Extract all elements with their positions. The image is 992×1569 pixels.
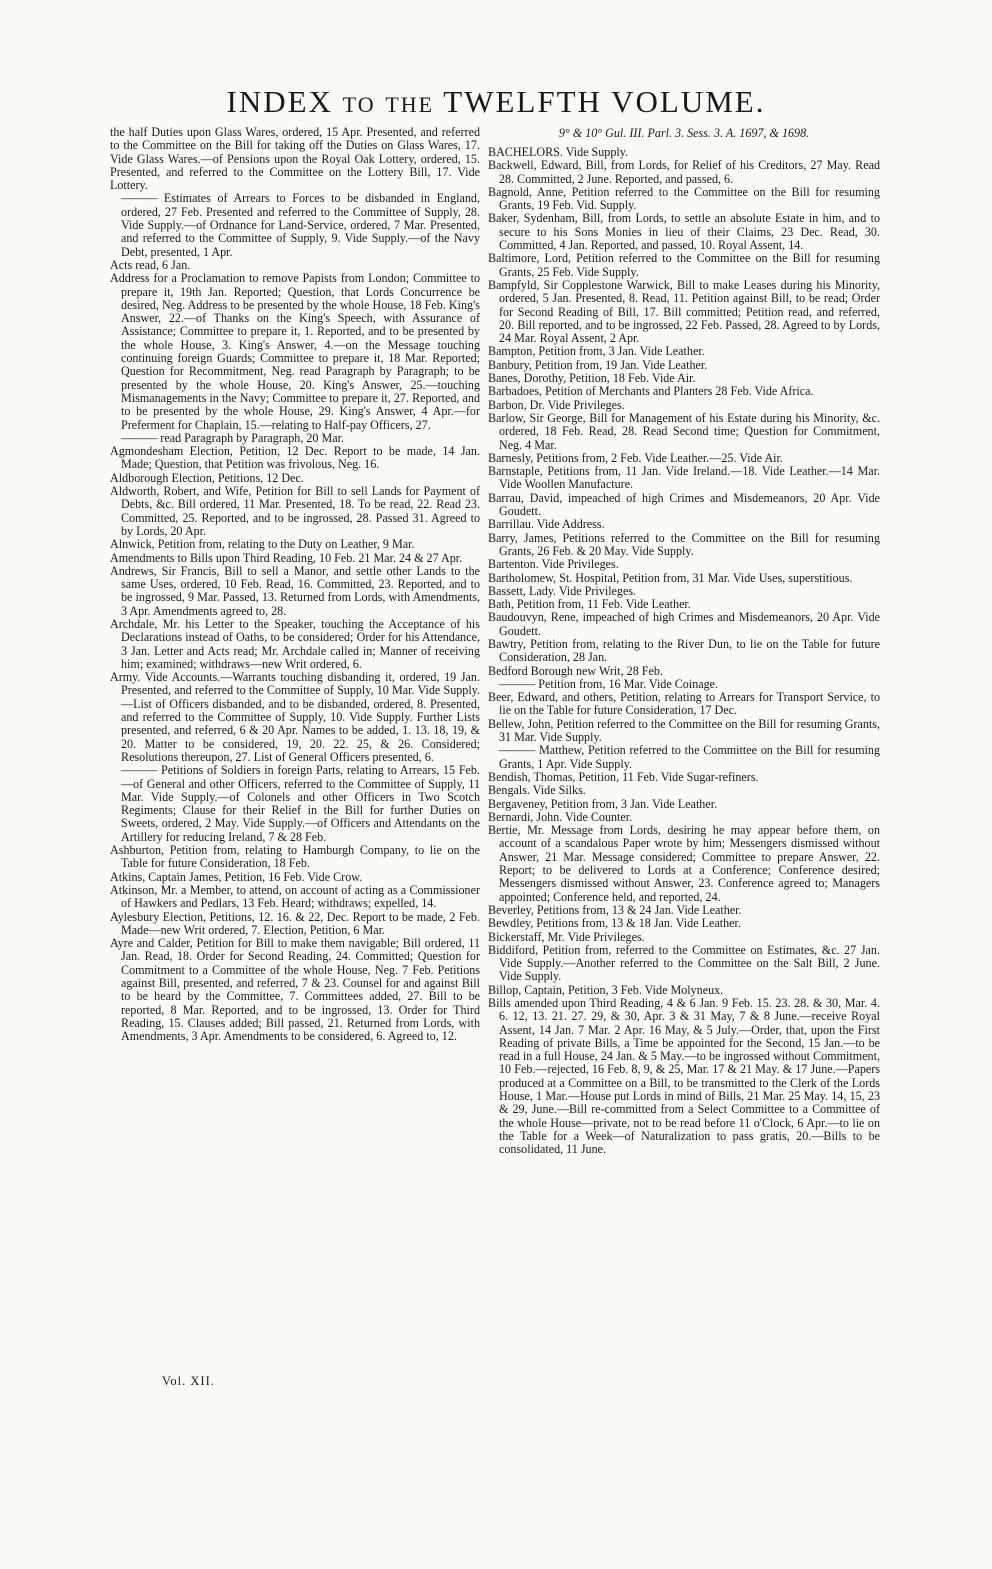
index-entry: Bellew, John, Petition referred to the Committee on the Bill for resuming Grants, 31 Mar. Vide Supply. (488, 716, 880, 745)
index-entry: Ayre and Calder, Petition for Bill to make them navigable; Bill ordered, 11 Jan. Read, 18. Order for Second Reading, 24. Committed; Question for Commitment to a Committee of the whole House, Neg. 7 Feb. Petitions against Bill, presented, and referred, 7 & 23. Counsel for and against Bill to be heard by the Committee, 7. Committees added, 27. Bill to be reported, 8 Mar. Reported, and to be ingrossed, 13. Order for Third Reading, 15. Clauses added; Bill passed, 21. Returned from Lords, with Amendments, 3 Apr. Amendments to be considered, 6. Agreed to, 12. (110, 936, 480, 1044)
running-title: INDEX to the TWELFTH VOLUME. (226, 84, 766, 119)
index-entry: Atkins, Captain James, Petition, 16 Feb. Vide Crow. (110, 869, 363, 884)
index-entry: Bartenton. Vide Privileges. (488, 557, 619, 572)
index-entry: Bergaveney, Petition from, 3 Jan. Vide Leather. (488, 796, 718, 811)
index-entry: Barrau, David, impeached of high Crimes and Misdemeanors, 20 Apr. Vide Goudett. (488, 490, 880, 519)
index-entry: ——— Estimates of Arrears to Forces to be disbanded in England, ordered, 27 Feb. Presented and referred to the Committee of Supply, 28. Vide Supply.—of Ordnance for Land-Service, ordered, 7 Mar. Presented, and referred to the Committee of Supply, 9. Vide Supply.—of the Navy Debt, presented, 1 Apr. (121, 191, 480, 259)
index-entry: Billop, Captain, Petition, 3 Feb. Vide Molyneux. (488, 982, 724, 997)
index-entry: Barbon, Dr. Vide Privileges. (488, 397, 625, 412)
index-entry: ——— Matthew, Petition referred to the Committee on the Bill for resuming Grants, 1 Apr. Vide Supply. (499, 743, 880, 771)
index-entry: Bath, Petition from, 11 Feb. Vide Leather. (488, 597, 691, 612)
index-entry: Bagnold, Anne, Petition referred to the Committee on the Bill for resuming Grants, 19 Feb. Vid. Supply. (488, 184, 880, 213)
index-entry: Backwell, Edward, Bill, from Lords, for Relief of his Creditors, 27 May. Read 28. Committed, 2 June. Reported, and passed, 6. (488, 158, 880, 186)
index-entry: Bampfyld, Sir Copplestone Warwick, Bill to make Leases during his Minority, ordered, 5 Jan. Presented, 8. Read, 11. Petition against Bill, to be read; Order for Second Reading of Bill, 17. Bill committed; Petition read, and referred, 20. Bill reported, and to be ingrossed, 22 Feb. Passed, 28. Agreed to by Lords, 24 Mar. Royal Assent, 2 Apr. (488, 277, 880, 346)
index-entry: Army. Vide Accounts.—Warrants touching disbanding it, ordered, 19 Jan. Presented, and referred to the Committee of Supply, 10 Mar. Vide Supply.—List of Officers disbanded, and to be disbanded, ordered, 8. Presented, and referred to the Committee of Supply, 10. Vide Supply. Further Lists presented, and referred, 6 & 20 Apr. Names to be added, 1. 13. 18, 19, & 20. Matter to be considered, 19, 20. 22. 25, & 26. Considered; Resolutions thereupon, 27. List of General Officers presented, 6. (110, 670, 480, 764)
index-entry: BACHELORS. Vide Supply. (488, 145, 629, 159)
index-entry: Bernardi, John. Vide Counter. (488, 809, 633, 824)
index-entry: Bendish, Thomas, Petition, 11 Feb. Vide Sugar-refiners. (488, 769, 759, 784)
index-entry: Bertie, Mr. Message from Lords, desiring he may appear before them, on account of a scandalous Paper wrote by him; Messengers dismissed without Answer, 21 Mar. Message considered; Committee to prepare Answer, 22. Report; to be delivered to Lords at a Conference; Conference desired; Messengers dismissed without Answer, 23. Conference agreed to; Managers appointed; Conference held, and reported, 24. (488, 823, 880, 904)
index-entry: Aylesbury Election, Petitions, 12. 16. & 22, Dec. Report to be made, 2 Feb. Made—new Writ ordered, 7. Election, Petition, 6 Mar. (110, 909, 480, 937)
index-entry: Aldborough Election, Petitions, 12 Dec. (110, 470, 304, 485)
index-entry: Agmondesham Election, Petition, 12 Dec. Report to be made, 14 Jan. Made; Question, that Petition was frivolous, Neg. 16. (110, 444, 480, 472)
left-column (110, 126, 480, 1043)
index-entry: Bedford Borough new Writ, 28 Feb. (488, 663, 663, 678)
index-entry: Barbadoes, Petition of Merchants and Planters 28 Feb. Vide Africa. (488, 384, 814, 399)
index-entry: Baudouvyn, Rene, impeached of high Crimes and Misdemeanors, 20 Apr. Vide Goudett. (488, 610, 880, 638)
index-entry: Bengals. Vide Silks. (488, 783, 586, 798)
volume-label: Vol. XII. (162, 1374, 215, 1388)
index-entry: Bewdley, Petitions from, 13 & 18 Jan. Vide Leather. (488, 916, 741, 931)
index-entry: Barnesly, Petitions from, 2 Feb. Vide Leather.—25. Vide Air. (488, 450, 783, 465)
index-entry: Ashburton, Petition from, relating to Hamburgh Company, to lie on the Table for future Consideration, 18 Feb. (110, 843, 480, 871)
index-entry: the half Duties upon Glass Wares, ordered, 15 Apr. Presented, and referred to the Committee on the Bill for taking off the Duties on Glass Wares, 17. Vide Glass Wares.—of Pensions upon the Royal Oak Lottery, ordered, 15. Presented, and referred to the Committee on the Lottery Bill, 17. Vide Lottery. (110, 125, 480, 193)
index-entry: Barry, James, Petitions referred to the Committee on the Bill for resuming Grants, 26 Feb. & 20 May. Vide Supply. (488, 530, 880, 558)
index-entry: Acts read, 6 Jan. (110, 257, 191, 272)
index-entry: Bills amended upon Third Reading, 4 & 6 Jan. 9 Feb. 15. 23. 28. & 30, Mar. 4. 6. 12, 13. 21. 27. 29, & 30, Apr. 3 & 31 May, 7 & 8 June.—receive Royal Assent, 14 Jan. 7 Mar. 2 Apr. 16 May, & 5 July.—Order, that, upon the First Reading of private Bills, a Time be appointed for the Second, 15 Jan.—to be read in a full House, 24 Jan. & 5 May.—to be ingrossed without Commitment, 10 Feb.—rejected, 16 Feb. 8, 9, & 25, Mar. 17 & 21 May. & 17 June.—Papers produced at a Committee on a Bill, to be transmitted to the Clerk of the Lords House, 1 Mar.—House put Lords in mind of Bills, 21 Mar. 25 May. 14, 15, 23 & 29, June.—Bill re-committed from a Select Committee to a Committee of the whole House—private, not to be read before 11 o'Clock, 6 Apr.—to lie on the Table for a Week—of Naturalization to pass gratis, 20.—Bills to be consolidated, 11 June. (488, 996, 880, 1157)
index-entry: Bickerstaff, Mr. Vide Privileges. (488, 929, 645, 944)
index-entry: ——— Petition from, 16 Mar. Vide Coinage. (499, 676, 719, 691)
index-entry: Bassett, Lady. Vide Privileges. (488, 583, 637, 598)
index-entry: Banes, Dorothy, Petition, 18 Feb. Vide Air. (488, 371, 696, 386)
index-entry: Bawtry, Petition from, relating to the River Dun, to lie on the Table for future Consideration, 28 Jan. (488, 636, 880, 665)
index-entry: Atkinson, Mr. a Member, to attend, on account of acting as a Commissioner of Hawkers and Pedlars, 13 Feb. Heard; withdraws; expelled, 14. (110, 882, 480, 911)
index-entry: Beer, Edward, and others, Petition, relating to Arrears for Transport Service, to lie on the Table for future Consideration, 17 Dec. (488, 690, 880, 718)
index-entry: Banbury, Petition from, 19 Jan. Vide Leather. (488, 357, 708, 372)
index-entry: Amendments to Bills upon Third Reading, 10 Feb. 21 Mar. 24 & 27 Apr. (110, 550, 463, 565)
right-column (488, 126, 880, 1157)
index-entry: Biddiford, Petition from, referred to the Committee on Estimates, &c. 27 Jan. Vide Supply.—Another referred to the Committee on the Salt Bill, 2 June. Vide Supply. (488, 942, 880, 984)
index-entry: ——— Petitions of Soldiers in foreign Parts, relating to Arrears, 15 Feb.—of General and other Officers, referred to the Committee of Supply, 11 Mar. Vide Supply.—of Colonels and other Officers in Two Scotch Regiments; Clause for their Relief in the Bill for further Duties on Sweets, ordered, 2 May. Vide Supply.—of Officers and Attendants on the Artillery for reducing Ireland, 7 & 28 Feb. (121, 763, 480, 844)
index-entry: Aldworth, Robert, and Wife, Petition for Bill to sell Lands for Payment of Debts, &c. Bill ordered, 11 Mar. Presented, 18. To be read, 22. Read 23. Committed, 25. Reported, and to be ingrossed, 28. Passed 31. Agreed to by Lords, 20 Apr. (110, 484, 480, 538)
section-heading: 9° & 10° Gul. III. Parl. 3. Sess. 3. A. 1697, & 1698. (558, 126, 810, 140)
index-entry: Baltimore, Lord, Petition referred to the Committee on the Bill for resuming Grants, 25 Feb. Vide Supply. (488, 251, 880, 279)
index-entry: Barrillau. Vide Address. (488, 517, 605, 532)
index-entry: Beverley, Petitions from, 13 & 24 Jan. Vide Leather. (488, 902, 742, 917)
index-entry: Bartholomew, St. Hospital, Petition from, 31 Mar. Vide Uses, superstitious. (488, 570, 853, 585)
index-entry: Alnwick, Petition from, relating to the Duty on Leather, 9 Mar. (110, 537, 415, 552)
index-entry: Barnstaple, Petitions from, 11 Jan. Vide Ireland.—18. Vide Leather.—14 Mar. Vide Woollen Manufacture. (488, 464, 880, 492)
index-entry: ——— read Paragraph by Paragraph, 20 Mar. (121, 430, 344, 445)
index-entry: Archdale, Mr. his Letter to the Speaker, touching the Acceptance of his Declarations instead of Oaths, to be considered; Order for his Attendance, 3 Jan. Letter and Acts read; Mr. Archdale called in; Manner of receiving him; examined; withdraws—new Writ ordered, 6. (110, 616, 480, 671)
index-entry: Address for a Proclamation to remove Papists from London; Committee to prepare it, 19th Jan. Reported; Question, that Lords Concurrence be desired, Neg. Address to be presented by the whole House, 18 Feb. King's Answer, 22.—of Thanks on the King's Speech, with Assurance of Assistance; Committee to prepare it, 1. Reported, and to be presented by the whole House, 3. King's Answer, 4.—on the Message touching continuing foreign Guards; Committee to prepare it, 18 Mar. Reported; Question for Recommitment, Neg. read Paragraph by Paragraph; to be presented by the whole House, 20. King's Answer, 25.—touching Mismanagements in the Navy; Committee to prepare it, 27. Reported, and to be presented by the whole House, 29. King's Answer, 4 Apr.—for Preferment for Chaplain, 15.—relating to Half-pay Officers, 27. (110, 271, 480, 432)
index-entry: Bampton, Petition from, 3 Jan. Vide Leather. (488, 344, 705, 359)
index-entry: Baker, Sydenham, Bill, from Lords, to settle an absolute Estate in him, and to secure to his Sons Monies in lieu of their Claims, 23 Dec. Read, 30. Committed, 4 Jan. Reported, and passed, 10. Royal Assent, 14. (488, 211, 880, 253)
index-entry: Barlow, Sir George, Bill for Management of his Estate during his Minority, &c. ordered, 18 Feb. Read, 28. Read Second time; Question for Commitment, Neg. 4 Mar. (488, 410, 880, 452)
index-entry: Andrews, Sir Francis, Bill to sell a Manor, and settle other Lands to the same Uses, ordered, 10 Feb. Read, 16. Committed, 23. Reported, and to be ingrossed, 9 Mar. Passed, 13. Returned from Lords, with Amendments, 3 Apr. Amendments agreed to, 28. (110, 563, 480, 618)
